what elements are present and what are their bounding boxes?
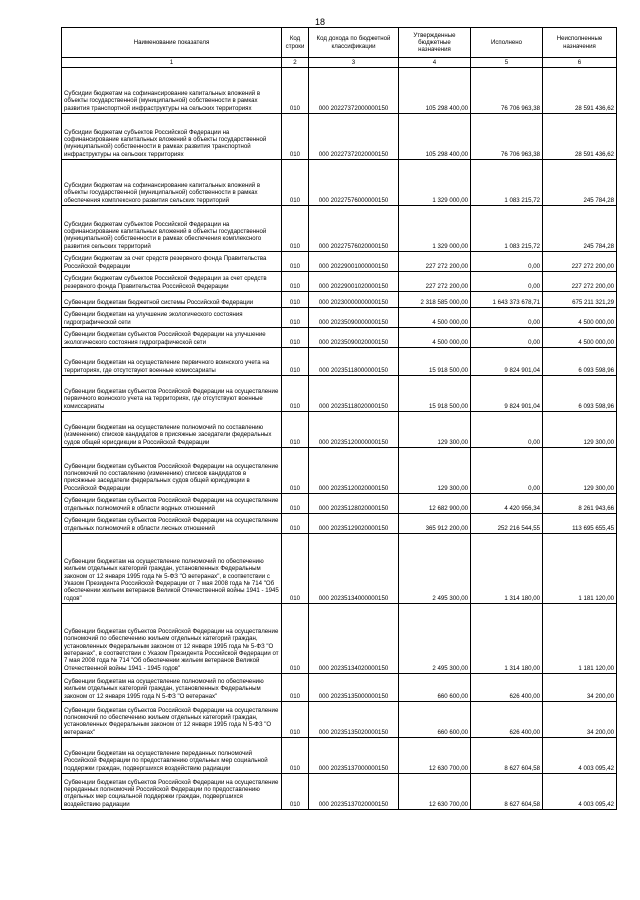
row-income-code: 000 20235118020000150: [309, 376, 399, 412]
row-unexecuted: 129 300,00: [543, 412, 617, 448]
table-row: [62, 494, 617, 514]
row-line-code: 010: [282, 412, 309, 448]
header-approved: Утвержденные бюджетные назначения: [399, 28, 471, 58]
row-line-code: 010: [282, 494, 309, 514]
column-number-row: [62, 58, 617, 68]
row-line-code: 010: [282, 68, 309, 114]
row-name: Субвенции бюджетам на осуществление полномочий по обеспечению жильем отдельных категорий граждан, установленных Федеральным законом от 12 января 1995 года N 5-ФЗ "О ветеранах": [62, 674, 282, 702]
row-approved: 2 495 300,00: [399, 604, 471, 674]
row-name: Субсидии бюджетам субъектов Российской Федерации на софинансирование капитальных вложений в объекты государственной (муниципальной) собственности в рамках развития транспортной инфраструктуры на сельских территориях: [62, 114, 282, 160]
row-executed: 76 706 963,38: [471, 68, 543, 114]
table-body: [62, 68, 617, 810]
row-line-code: 010: [282, 774, 309, 810]
row-executed: 8 627 604,58: [471, 738, 543, 774]
row-name: Субвенции бюджетам субъектов Российской Федерации на осуществление отдельных полномочий в области водных отношений: [62, 494, 282, 514]
row-unexecuted: 4 003 095,42: [543, 738, 617, 774]
row-executed: 0,00: [471, 448, 543, 494]
row-executed: 8 627 604,58: [471, 774, 543, 810]
row-income-code: 000 20235135000000150: [309, 674, 399, 702]
table-header-row: [62, 28, 617, 58]
row-income-code: 000 20227576000000150: [309, 160, 399, 206]
row-name: Субвенции бюджетам субъектов Российской Федерации на улучшение экологического состояния гидрографической сети: [62, 328, 282, 348]
row-name: Субвенции бюджетам на осуществление полномочий по составлению (изменению) списков кандидатов в присяжные заседатели федеральных судов общей юрисдикции в Российской Федерации: [62, 412, 282, 448]
row-executed: 626 400,00: [471, 702, 543, 738]
row-line-code: 010: [282, 604, 309, 674]
table-row: [62, 514, 617, 534]
header-income-code: Код дохода по бюджетной классификации: [309, 28, 399, 58]
column-number: 5: [471, 58, 543, 68]
table-row: [62, 774, 617, 810]
row-unexecuted: 1 181 120,00: [543, 604, 617, 674]
row-approved: 227 272 200,00: [399, 272, 471, 292]
table-row: [62, 348, 617, 376]
row-name: Субвенции бюджетам субъектов Российской Федерации на осуществление полномочий по обеспечению жильем отдельных категорий граждан, установленных Федеральным законом от 12 января 1995 года № 5-ФЗ "О ветеранах", в соответствии с Указом Президента Российской Федерации от 7 мая 2008 года № 714 "Об обеспечении жильем ветеранов Великой Отечественной войны 1941 - 1945 годов": [62, 604, 282, 674]
header-name: Наименование показателя: [62, 28, 282, 58]
row-line-code: 010: [282, 114, 309, 160]
row-executed: 9 824 901,04: [471, 348, 543, 376]
table-row: [62, 252, 617, 272]
row-income-code: 000 20230000000000150: [309, 292, 399, 308]
row-income-code: 000 20235118000000150: [309, 348, 399, 376]
row-unexecuted: 4 003 095,42: [543, 774, 617, 810]
column-number: 2: [282, 58, 309, 68]
row-name: Субвенции бюджетам на осуществление первичного воинского учета на территориях, где отсутствуют военные комиссариаты: [62, 348, 282, 376]
row-line-code: 010: [282, 674, 309, 702]
header-unexecuted: Неисполненные назначения: [543, 28, 617, 58]
row-line-code: 010: [282, 534, 309, 604]
table-row: [62, 702, 617, 738]
row-unexecuted: 675 211 321,29: [543, 292, 617, 308]
row-unexecuted: 34 200,00: [543, 702, 617, 738]
row-approved: 1 329 000,00: [399, 206, 471, 252]
row-income-code: 000 20235129020000150: [309, 514, 399, 534]
row-income-code: 000 20229001020000150: [309, 272, 399, 292]
row-name: Субсидии бюджетам субъектов Российской Федерации на софинансирование капитальных вложений в объекты государственной (муниципальной) собственности в рамках обеспечения комплексного развития сельских территорий: [62, 206, 282, 252]
row-unexecuted: 4 500 000,00: [543, 308, 617, 328]
row-approved: 2 318 585 000,00: [399, 292, 471, 308]
column-number: 1: [62, 58, 282, 68]
header-line-code: Код строки: [282, 28, 309, 58]
row-executed: 626 400,00: [471, 674, 543, 702]
row-income-code: 000 20235134020000150: [309, 604, 399, 674]
row-executed: 1 643 373 678,71: [471, 292, 543, 308]
row-approved: 15 918 500,00: [399, 348, 471, 376]
row-name: Субвенции бюджетам субъектов Российской Федерации на осуществление отдельных полномочий в области лесных отношений: [62, 514, 282, 534]
row-income-code: 000 20227372020000150: [309, 114, 399, 160]
row-line-code: 010: [282, 292, 309, 308]
row-line-code: 010: [282, 252, 309, 272]
row-executed: 76 706 963,38: [471, 114, 543, 160]
row-line-code: 010: [282, 328, 309, 348]
column-number: 3: [309, 58, 399, 68]
row-executed: 0,00: [471, 412, 543, 448]
row-approved: 129 300,00: [399, 448, 471, 494]
row-income-code: 000 20227372000000150: [309, 68, 399, 114]
row-executed: 0,00: [471, 308, 543, 328]
row-approved: 2 495 300,00: [399, 534, 471, 604]
budget-income-table: [61, 27, 617, 810]
row-name: Субвенции бюджетам на осуществление полномочий по обеспечению жильем отдельных категорий граждан, установленных Федеральным законом от 12 января 1995 года № 5-ФЗ "О ветеранах", в соответствии с Указом Президента Российской Федерации от 7 мая 2008 года № 714 "Об обеспечении жильем ветеранов Великой Отечественной войны 1941 - 1945 годов": [62, 534, 282, 604]
row-income-code: 000 20235128020000150: [309, 494, 399, 514]
row-line-code: 010: [282, 206, 309, 252]
row-approved: 15 918 500,00: [399, 376, 471, 412]
row-income-code: 000 20229001000000150: [309, 252, 399, 272]
row-executed: 4 420 956,34: [471, 494, 543, 514]
row-executed: 0,00: [471, 328, 543, 348]
row-unexecuted: 113 695 655,45: [543, 514, 617, 534]
row-executed: 1 083 215,72: [471, 206, 543, 252]
row-line-code: 010: [282, 376, 309, 412]
row-unexecuted: 8 261 943,66: [543, 494, 617, 514]
row-income-code: 000 20235090020000150: [309, 328, 399, 348]
row-line-code: 010: [282, 272, 309, 292]
row-line-code: 010: [282, 448, 309, 494]
row-name: Субсидии бюджетам за счет средств резервного фонда Правительства Российской Федерации: [62, 252, 282, 272]
row-name: Субсидии бюджетам на софинансирование капитальных вложений в объекты государственной (муниципальной) собственности в рамках развития транспортной инфраструктуры на сельских территориях: [62, 68, 282, 114]
row-unexecuted: 28 591 436,62: [543, 114, 617, 160]
row-name: Субвенции бюджетам субъектов Российской Федерации на осуществление переданных полномочий Российской Федерации по предоставлению отдельных мер социальной поддержки граждан, подвергшихся воздействию радиации: [62, 774, 282, 810]
row-approved: 12 630 700,00: [399, 738, 471, 774]
table-row: [62, 206, 617, 252]
table-row: [62, 328, 617, 348]
table-row: [62, 674, 617, 702]
row-name: Субвенции бюджетам бюджетной системы Российской Федерации: [62, 292, 282, 308]
row-approved: 105 298 400,00: [399, 68, 471, 114]
column-number: 6: [543, 58, 617, 68]
row-approved: 12 682 900,00: [399, 494, 471, 514]
row-income-code: 000 20235134000000150: [309, 534, 399, 604]
row-line-code: 010: [282, 160, 309, 206]
row-unexecuted: 28 591 436,62: [543, 68, 617, 114]
row-unexecuted: 227 272 200,00: [543, 272, 617, 292]
row-approved: 227 272 200,00: [399, 252, 471, 272]
row-income-code: 000 20235090000000150: [309, 308, 399, 328]
row-line-code: 010: [282, 308, 309, 328]
row-approved: 660 600,00: [399, 702, 471, 738]
table-row: [62, 272, 617, 292]
row-executed: 1 314 180,00: [471, 534, 543, 604]
row-unexecuted: 6 093 598,96: [543, 348, 617, 376]
header-executed: Исполнено: [471, 28, 543, 58]
row-line-code: 010: [282, 702, 309, 738]
row-income-code: 000 20235120000000150: [309, 412, 399, 448]
table-row: [62, 114, 617, 160]
row-approved: 129 300,00: [399, 412, 471, 448]
row-executed: 1 083 215,72: [471, 160, 543, 206]
row-approved: 365 912 200,00: [399, 514, 471, 534]
row-name: Субвенции бюджетам на улучшение экологического состояния гидрографической сети: [62, 308, 282, 328]
row-name: Субсидии бюджетам на софинансирование капитальных вложений в объекты государственной (муниципальной) собственности в рамках обеспечения комплексного развития сельских территорий: [62, 160, 282, 206]
table-row: [62, 448, 617, 494]
row-line-code: 010: [282, 514, 309, 534]
table-row: [62, 534, 617, 604]
row-name: Субвенции бюджетам на осуществление переданных полномочий Российской Федерации по предоставлению отдельных мер социальной поддержки граждан, подвергшихся воздействию радиации: [62, 738, 282, 774]
row-name: Субвенции бюджетам субъектов Российской Федерации на осуществление полномочий по обеспечению жильем отдельных категорий граждан, установленных Федеральным законом от 12 января 1995 года N 5-ФЗ "О ветеранах": [62, 702, 282, 738]
table-row: [62, 376, 617, 412]
page-number: 18: [314, 17, 325, 27]
column-number: 4: [399, 58, 471, 68]
row-unexecuted: 245 784,28: [543, 206, 617, 252]
table-row: [62, 68, 617, 114]
row-approved: 12 630 700,00: [399, 774, 471, 810]
row-line-code: 010: [282, 738, 309, 774]
row-approved: 4 500 000,00: [399, 308, 471, 328]
row-executed: 252 216 544,55: [471, 514, 543, 534]
row-name: Субвенции бюджетам субъектов Российской Федерации на осуществление полномочий по составлению (изменению) списков кандидатов в присяжные заседатели федеральных судов общей юрисдикции в Российской Федерации: [62, 448, 282, 494]
table-row: [62, 292, 617, 308]
row-unexecuted: 129 300,00: [543, 448, 617, 494]
row-income-code: 000 20235120020000150: [309, 448, 399, 494]
table-row: [62, 160, 617, 206]
row-executed: 1 314 180,00: [471, 604, 543, 674]
row-unexecuted: 1 181 120,00: [543, 534, 617, 604]
table-row: [62, 308, 617, 328]
row-approved: 4 500 000,00: [399, 328, 471, 348]
table-row: [62, 738, 617, 774]
row-unexecuted: 34 200,00: [543, 674, 617, 702]
table-row: [62, 412, 617, 448]
row-income-code: 000 20235137000000150: [309, 738, 399, 774]
table-row: [62, 604, 617, 674]
row-approved: 1 329 000,00: [399, 160, 471, 206]
row-unexecuted: 227 272 200,00: [543, 252, 617, 272]
row-unexecuted: 245 784,28: [543, 160, 617, 206]
row-executed: 0,00: [471, 252, 543, 272]
row-name: Субсидии бюджетам субъектов Российской Федерации за счет средств резервного фонда Правительства Российской Федерации: [62, 272, 282, 292]
row-name: Субвенции бюджетам субъектов Российской Федерации на осуществление первичного воинского учета на территориях, где отсутствуют военные комиссариаты: [62, 376, 282, 412]
row-executed: 9 824 901,04: [471, 376, 543, 412]
row-approved: 660 600,00: [399, 674, 471, 702]
row-unexecuted: 4 500 000,00: [543, 328, 617, 348]
row-executed: 0,00: [471, 272, 543, 292]
row-line-code: 010: [282, 348, 309, 376]
row-unexecuted: 6 093 598,96: [543, 376, 617, 412]
row-income-code: 000 20235137020000150: [309, 774, 399, 810]
row-income-code: 000 20227576020000150: [309, 206, 399, 252]
row-approved: 105 298 400,00: [399, 114, 471, 160]
row-income-code: 000 20235135020000150: [309, 702, 399, 738]
